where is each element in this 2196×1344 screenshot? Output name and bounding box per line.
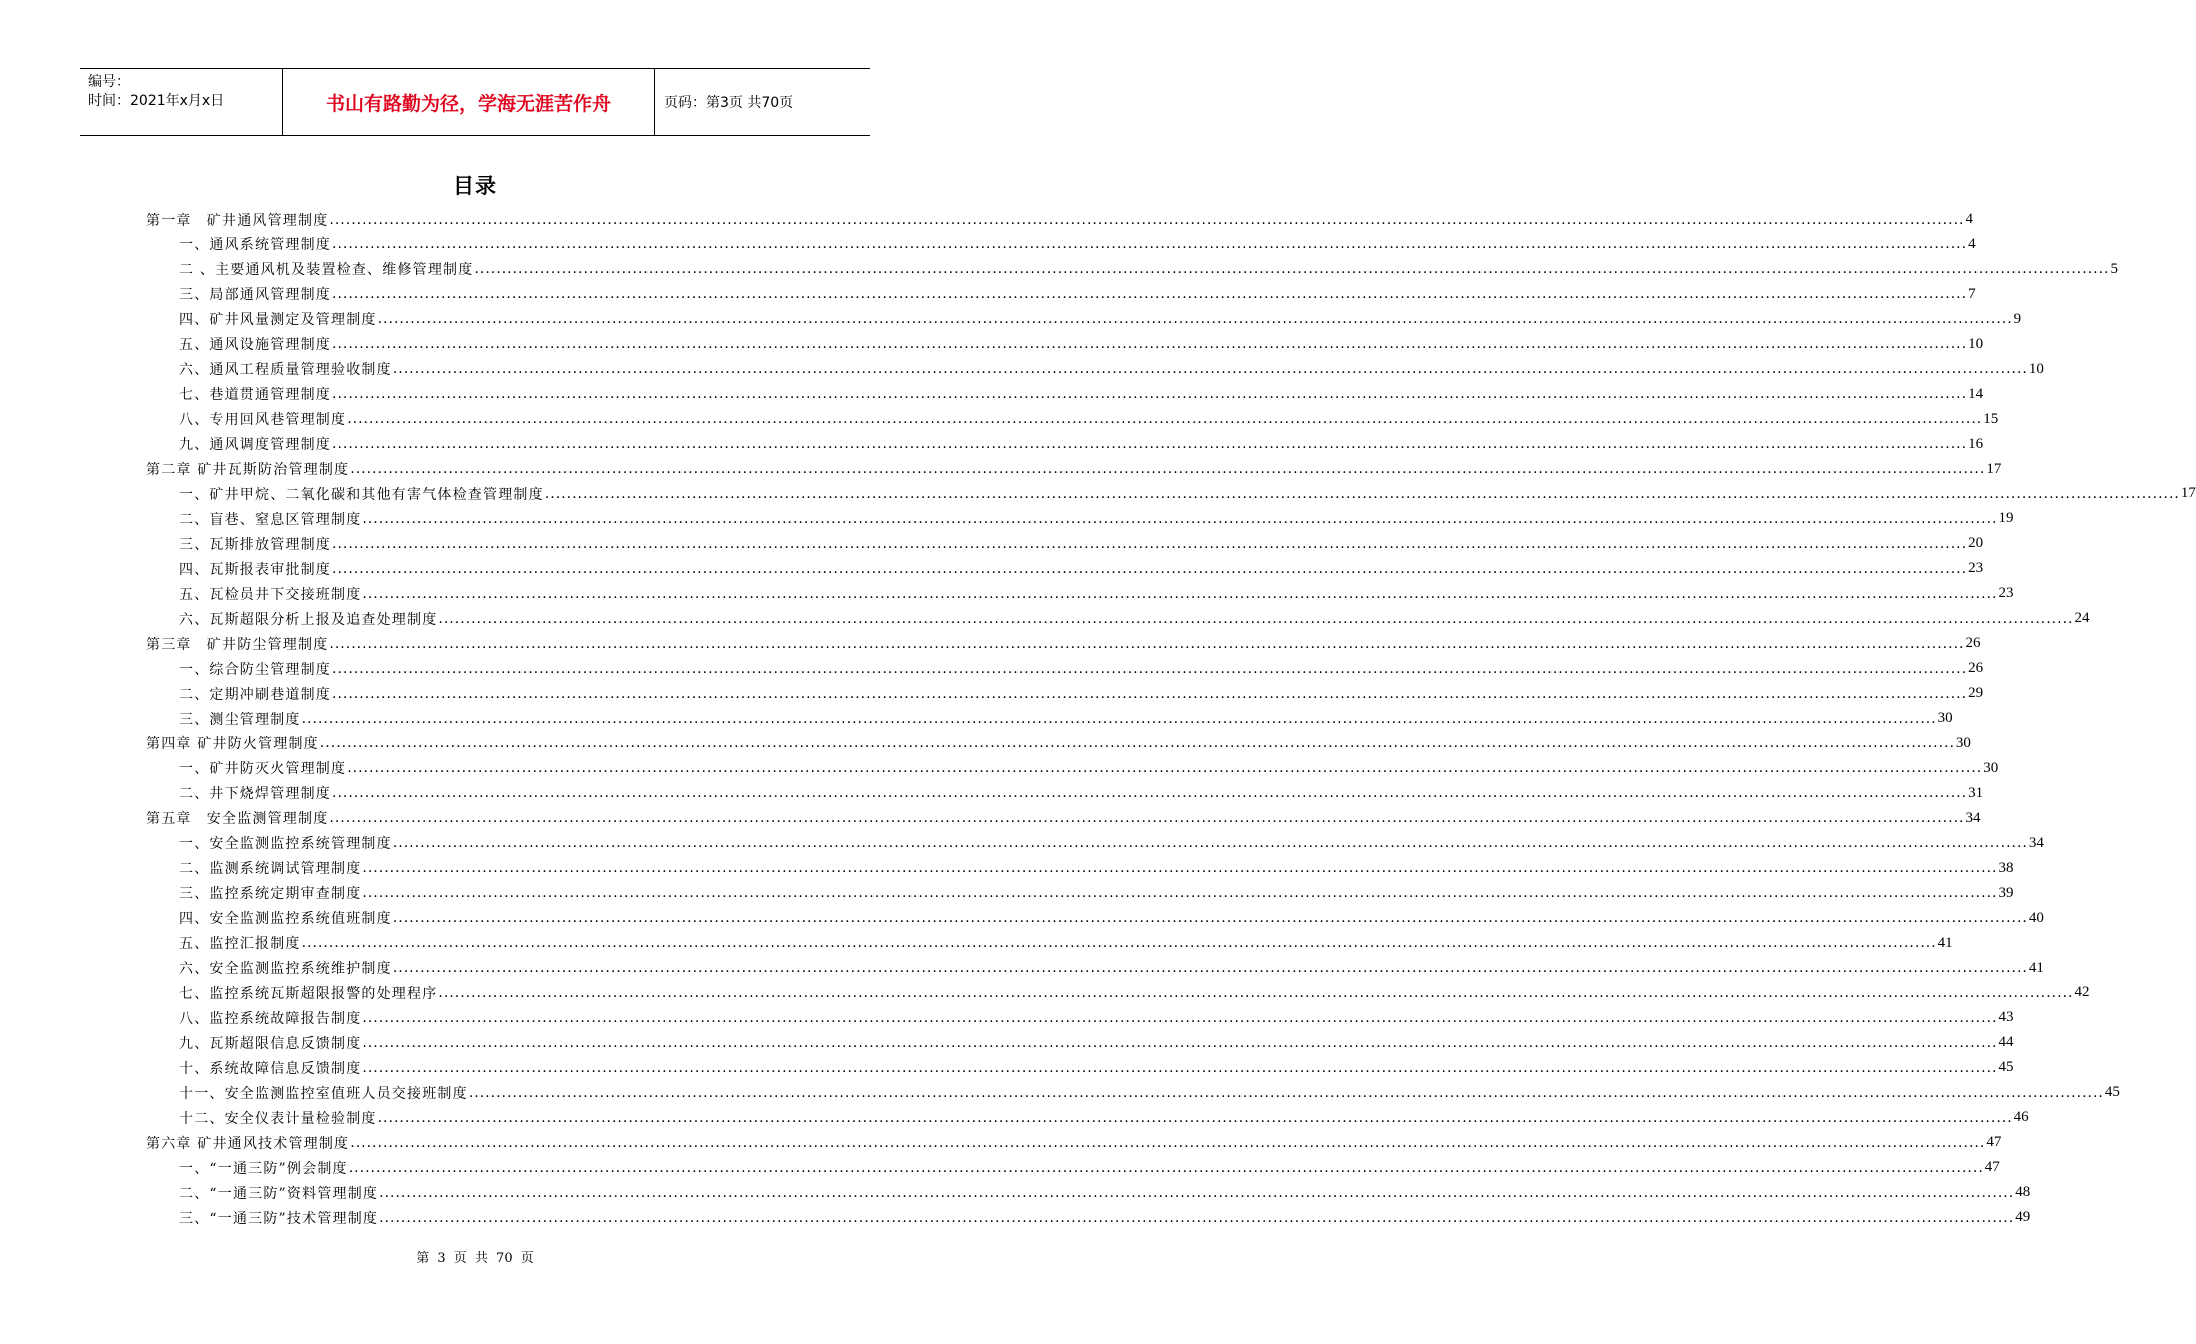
toc-entry-page: 45	[2104, 1084, 2120, 1101]
toc-entry-page: 49	[2015, 1209, 2031, 1225]
toc-dot-leader: ............................................................................................................................................................................................................................................................................................................	[332, 336, 1968, 353]
toc-entry-page: 4	[1965, 211, 1973, 227]
toc-dot-leader: ............................................................................................................................................................................................................................................................................................................	[362, 860, 1998, 877]
toc-entry-page: 10	[2028, 360, 2044, 377]
toc-entry-page: 44	[1998, 1034, 2014, 1051]
toc-entry-title: 一、矿井甲烷、二氧化碳和其他有害气体检查管理制度	[179, 486, 544, 503]
toc-entry-title: 四、矿井风量测定及管理制度	[179, 312, 377, 329]
toc-entry-title: 三、监控系统定期审查制度	[179, 886, 362, 903]
toc-entry[interactable]	[146, 731, 1971, 756]
toc-entry-title: 六、通风工程质量管理验收制度	[179, 362, 392, 379]
toc-dot-leader: ............................................................................................................................................................................................................................................................................................................	[474, 261, 2110, 278]
toc-entry[interactable]	[179, 581, 2014, 606]
toc-entry-title: 二、盲巷、窒息区管理制度	[179, 511, 362, 528]
toc-entry-title: 七、监控系统瓦斯超限报警的处理程序	[179, 985, 438, 1002]
toc-entry-page: 29	[1968, 685, 1984, 702]
toc-entry[interactable]	[179, 956, 2044, 981]
toc-entry[interactable]	[179, 931, 1953, 956]
toc-entry[interactable]	[179, 756, 1999, 781]
toc-entry-title: 一、通风系统管理制度	[179, 237, 331, 254]
toc-entry[interactable]	[179, 1180, 2031, 1205]
toc-entry-page: 30	[1955, 734, 1971, 751]
toc-entry-page: 16	[1968, 435, 1984, 452]
toc-dot-leader: ............................................................................................................................................................................................................................................................................................................	[377, 311, 2013, 328]
toc-entry-page: 41	[2028, 959, 2044, 976]
toc-entry[interactable]	[179, 232, 1976, 257]
toc-entry[interactable]	[146, 457, 2002, 482]
toc-entry-page: 46	[2013, 1109, 2029, 1126]
toc-entry-title: 十、系统故障信息反馈制度	[179, 1060, 362, 1077]
toc-entry-page: 7	[1968, 285, 1976, 302]
toc-entry[interactable]	[179, 1030, 2014, 1055]
toc-dot-leader: ............................................................................................................................................................................................................................................................................................................	[347, 411, 1983, 428]
toc-dot-leader: ............................................................................................................................................................................................................................................................................................................	[544, 485, 2180, 502]
toc-entry[interactable]	[179, 1155, 2000, 1180]
toc-entry[interactable]	[179, 706, 1953, 731]
toc-entry[interactable]	[179, 681, 1984, 706]
header-info	[80, 69, 282, 135]
toc-entry-title: 第六章 矿井通风技术管理制度	[146, 1135, 350, 1152]
toc-dot-leader: ............................................................................................................................................................................................................................................................................................................	[438, 610, 2074, 627]
toc-dot-leader: ............................................................................................................................................................................................................................................................................................................	[438, 984, 2074, 1001]
page-header	[80, 68, 870, 136]
toc-dot-leader: ............................................................................................................................................................................................................................................................................................................	[379, 1184, 2015, 1201]
toc-dot-leader: ............................................................................................................................................................................................................................................................................................................	[392, 960, 2028, 976]
toc-dot-leader: ............................................................................................................................................................................................................................................................................................................	[332, 785, 1968, 802]
toc-dot-leader: ............................................................................................................................................................................................................................................................................................................	[332, 236, 1968, 253]
toc-dot-leader: ............................................................................................................................................................................................................................................................................................................	[329, 211, 1965, 228]
toc-entry-title: 二 、主要通风机及装置检查、维修管理制度	[179, 262, 474, 279]
toc-entry-title: 一、矿井防灭火管理制度	[179, 761, 347, 778]
toc-dot-leader: ............................................................................................................................................................................................................................................................................................................	[392, 361, 2028, 378]
toc-dot-leader: ............................................................................................................................................................................................................................................................................................................	[332, 685, 1968, 702]
toc-entry[interactable]	[179, 831, 2044, 856]
toc-entry[interactable]	[179, 531, 1984, 556]
toc-entry-page: 45	[1998, 1059, 2014, 1076]
toc-entry[interactable]	[179, 432, 1984, 457]
page-footer: 第 3 页 共 70 页	[416, 1251, 534, 1266]
toc-dot-leader: ............................................................................................................................................................................................................................................................................................................	[362, 885, 1998, 902]
toc-dot-leader: ............................................................................................................................................................................................................................................................................................................	[392, 835, 2028, 852]
toc-entry-title: 四、安全监测监控系统值班制度	[179, 911, 392, 928]
toc-dot-leader: ............................................................................................................................................................................................................................................................................................................	[329, 635, 1965, 652]
toc-entry[interactable]	[179, 282, 1976, 307]
toc-entry-title: 六、安全监测监控系统维护制度	[179, 961, 392, 977]
toc-entry-page: 40	[2028, 909, 2044, 926]
toc-entry-page: 26	[1968, 660, 1984, 677]
page-info: 页码：第3页 共70页	[664, 95, 794, 111]
toc-entry-title: 二、监测系统调试管理制度	[179, 861, 362, 878]
toc-dot-leader: ............................................................................................................................................................................................................................................................................................................	[350, 1134, 1986, 1151]
toc-dot-leader: ............................................................................................................................................................................................................................................................................................................	[332, 660, 1968, 677]
toc-entry-title: 三、局部通风管理制度	[179, 287, 331, 304]
toc-entry-title: 二、“一通三防”资料管理制度	[179, 1185, 379, 1202]
toc-entry-page: 43	[1998, 1009, 2014, 1026]
toc-entry-page: 39	[1998, 884, 2014, 901]
toc-entry-page: 41	[1937, 934, 1953, 951]
toc-entry-page: 19	[1998, 510, 2014, 527]
toc-entry[interactable]	[146, 1130, 2002, 1155]
toc-dot-leader: ............................................................................................................................................................................................................................................................................................................	[332, 286, 1968, 303]
toc-dot-leader: ............................................................................................................................................................................................................................................................................................................	[362, 1009, 1998, 1026]
toc-entry-page: 4	[1968, 235, 1976, 252]
toc-entry-page: 17	[2180, 485, 2196, 502]
toc-entry-title: 第四章 矿井防火管理制度	[146, 736, 319, 753]
toc-dot-leader: ............................................................................................................................................................................................................................................................................................................	[319, 735, 1955, 752]
toc-dot-leader: ............................................................................................................................................................................................................................................................................................................	[362, 585, 1998, 602]
toc-dot-leader: ............................................................................................................................................................................................................................................................................................................	[301, 710, 1937, 727]
toc-entry-page: 20	[1968, 535, 1984, 552]
toc-entry-page: 24	[2074, 610, 2090, 627]
toc-entry-title: 十二、安全仪表计量检验制度	[179, 1110, 377, 1127]
toc-entry[interactable]	[179, 257, 2119, 282]
toc-entry-title: 二、定期冲刷巷道制度	[179, 686, 331, 703]
toc-entry[interactable]	[179, 881, 2014, 906]
toc-entry-page: 15	[1983, 410, 1999, 427]
toc-entry-title: 二、井下烧焊管理制度	[179, 786, 331, 803]
toc-entry-page: 48	[2015, 1184, 2031, 1201]
toc-dot-leader: ............................................................................................................................................................................................................................................................................................................	[468, 1084, 2104, 1101]
toc-entry-title: 九、通风调度管理制度	[179, 437, 331, 454]
toc-entry-page: 31	[1968, 784, 1984, 801]
toc-entry-page: 38	[1998, 859, 2014, 876]
toc-entry-page: 10	[1968, 335, 1984, 352]
toc-entry-title: 八、监控系统故障报告制度	[179, 1010, 362, 1027]
toc-entry[interactable]	[179, 656, 1984, 681]
toc-entry-title: 六、瓦斯超限分析上报及追查处理制度	[179, 611, 438, 628]
toc-entry-title: 七、巷道贯通管理制度	[179, 387, 331, 404]
toc-dot-leader: ............................................................................................................................................................................................................................................................................................................	[332, 386, 1968, 403]
toc-entry-page: 47	[1986, 1134, 2002, 1151]
toc-entry-title: 五、通风设施管理制度	[179, 337, 331, 354]
toc-entry-title: 一、安全监测监控系统管理制度	[179, 836, 392, 853]
toc-dot-leader: ............................................................................................................................................................................................................................................................................................................	[329, 810, 1965, 827]
motto: 书山有路勤为径，学海无涯苦作舟	[282, 69, 655, 135]
toc-dot-leader: ............................................................................................................................................................................................................................................................................................................	[362, 1034, 1998, 1051]
toc-entry-title: 五、监控汇报制度	[179, 936, 301, 953]
toc-entry[interactable]	[179, 1080, 2120, 1105]
toc-entry-title: 五、瓦检员井下交接班制度	[179, 586, 362, 603]
toc-entry-title: 第二章 矿井瓦斯防治管理制度	[146, 462, 350, 478]
toc-dot-leader: ............................................................................................................................................................................................................................................................................................................	[301, 935, 1937, 952]
toc-entry-page: 23	[1998, 585, 2014, 602]
toc-entry-title: 八、专用回风巷管理制度	[179, 412, 347, 429]
toc-entry-title: 第三章 矿井防尘管理制度	[146, 636, 329, 653]
toc-dot-leader: ............................................................................................................................................................................................................................................................................................................	[362, 1059, 1998, 1076]
toc-entry[interactable]	[146, 806, 1981, 831]
toc-entry[interactable]	[179, 1005, 2014, 1030]
toc-entry[interactable]	[179, 606, 2090, 631]
toc-entry[interactable]	[179, 1055, 2014, 1080]
toc-entry-page: 47	[1984, 1159, 2000, 1176]
toc-dot-leader: ............................................................................................................................................................................................................................................................................................................	[392, 910, 2028, 927]
toc-dot-leader: ............................................................................................................................................................................................................................................................................................................	[332, 436, 1968, 453]
toc-entry-title: 一、“一通三防”例会制度	[179, 1160, 348, 1177]
toc-entry-title: 四、瓦斯报表审批制度	[179, 561, 331, 578]
toc-entry[interactable]	[179, 1205, 2031, 1230]
toc-entry-title: 三、瓦斯排放管理制度	[179, 536, 331, 553]
toc-entry[interactable]	[179, 781, 1984, 806]
toc-entry-title: 三、测尘管理制度	[179, 711, 301, 728]
toc-entry[interactable]	[179, 332, 1984, 357]
toc-entry[interactable]	[179, 856, 2014, 881]
page-title: 目录	[453, 174, 497, 198]
toc-entry[interactable]	[179, 906, 2044, 931]
toc-entry[interactable]	[179, 307, 2022, 332]
toc-entry[interactable]	[179, 382, 1984, 407]
toc-dot-leader: ............................................................................................................................................................................................................................................................................................................	[332, 560, 1968, 577]
toc-entry-title: 第一章 矿井通风管理制度	[146, 212, 329, 229]
toc-entry[interactable]	[179, 1105, 2029, 1130]
toc-entry[interactable]	[179, 481, 2196, 506]
toc-entry-title: 九、瓦斯超限信息反馈制度	[179, 1035, 362, 1052]
toc-entry[interactable]	[179, 506, 2014, 531]
toc-entry-page: 9	[2013, 310, 2022, 327]
toc-entry-title: 一、综合防尘管理制度	[179, 661, 331, 678]
toc-dot-leader: ............................................................................................................................................................................................................................................................................................................	[379, 1209, 2015, 1226]
toc-entry[interactable]	[146, 631, 1981, 656]
toc-entry-title: 三、“一通三防”技术管理制度	[179, 1210, 379, 1227]
toc-dot-leader: ............................................................................................................................................................................................................................................................................................................	[348, 1159, 1984, 1176]
toc-entry[interactable]	[179, 980, 2090, 1005]
toc-entry-page: 14	[1968, 385, 1984, 402]
toc-dot-leader: ............................................................................................................................................................................................................................................................................................................	[377, 1109, 2013, 1126]
toc-entry[interactable]	[179, 556, 1984, 581]
toc-entry-page: 30	[1983, 759, 1999, 776]
toc-entry-page: 5	[2110, 260, 2119, 277]
toc-entry-page: 17	[1986, 460, 2002, 477]
toc-dot-leader: ............................................................................................................................................................................................................................................................................................................	[350, 461, 1986, 477]
toc-entry-page: 23	[1968, 560, 1984, 577]
toc-entry-page: 26	[1965, 635, 1981, 652]
toc-entry-title: 第五章 安全监测管理制度	[146, 811, 329, 828]
toc-dot-leader: ............................................................................................................................................................................................................................................................................................................	[362, 510, 1998, 527]
toc-entry[interactable]	[146, 207, 1973, 232]
toc-dot-leader: ............................................................................................................................................................................................................................................................................................................	[347, 760, 1983, 777]
date-label: 时间：2021年x月x日	[88, 93, 225, 109]
toc-dot-leader: ............................................................................................................................................................................................................................................................................................................	[332, 535, 1968, 552]
toc-entry[interactable]	[179, 407, 1999, 432]
toc-entry[interactable]	[179, 357, 2044, 382]
toc-entry-page: 42	[2074, 984, 2090, 1001]
toc-entry-page: 34	[1965, 809, 1981, 826]
toc-entry-page: 34	[2028, 834, 2044, 851]
toc-entry-title: 十一、安全监测监控室值班人员交接班制度	[179, 1085, 468, 1102]
number-label: 编号：	[88, 74, 130, 90]
toc-entry-page: 30	[1937, 710, 1953, 726]
